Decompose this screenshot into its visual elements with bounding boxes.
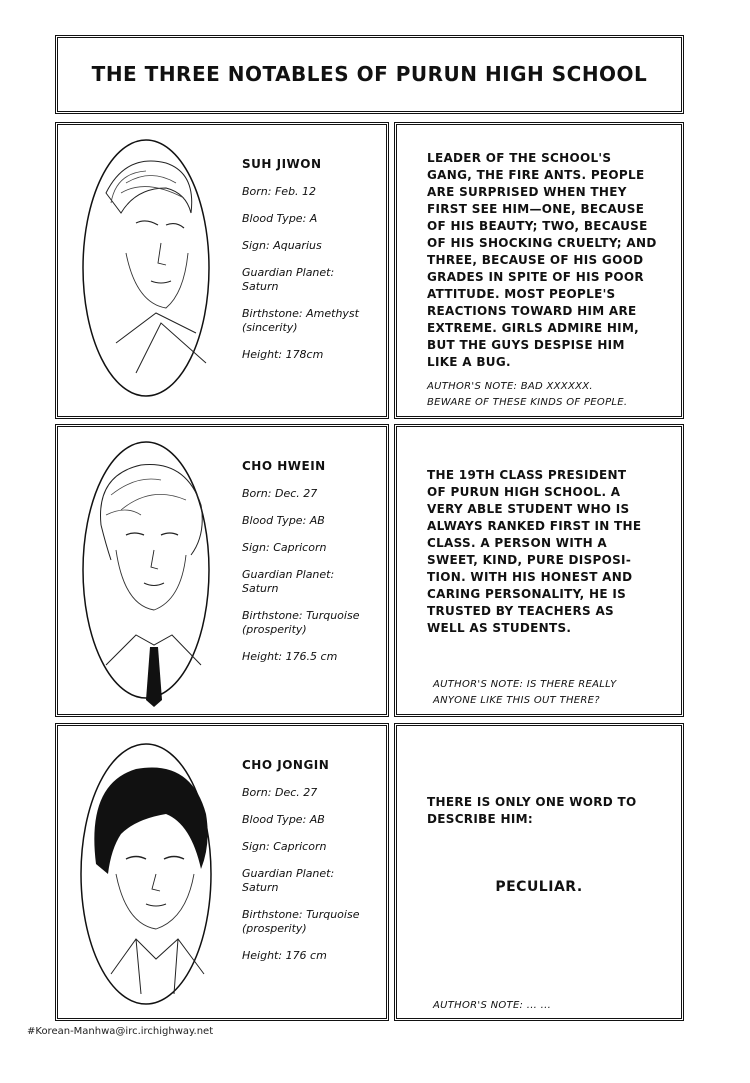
- title-box: [55, 35, 684, 114]
- profile-info: [242, 459, 387, 677]
- guardian-planet-label: Guardian Planet:: [242, 266, 335, 279]
- blood-type-field: Blood Type: AB: [242, 813, 325, 826]
- born-field: Born: Dec. 27: [242, 487, 318, 500]
- sign-field: Sign: Capricorn: [242, 541, 327, 554]
- character-name: CHO HWEIN: [242, 459, 326, 473]
- profile-card-cho-jongin: [55, 723, 389, 1021]
- birthstone-label: Birthstone: Amethyst: [242, 307, 359, 320]
- description-card-cho-hwein: [394, 424, 684, 717]
- guardian-planet-value: Saturn: [242, 881, 279, 894]
- born-field: Born: Feb. 12: [242, 185, 317, 198]
- born-field: Born: Dec. 27: [242, 786, 318, 799]
- authors-note: AUTHOR'S NOTE: BAD XXXXXX. BEWARE OF THESE KINDS OF PEOPLE.: [427, 381, 628, 408]
- portrait-cho-hwein: [66, 435, 236, 715]
- character-description: THE 19TH CLASS PRESIDENT OF PURUN HIGH SCHOOL. A VERY ABLE STUDENT WHO IS ALWAYS RANKED FIRST IN THE CLASS. A PERSON WITH A SWEET, KIND, PURE DISPOSI- TION. WITH HIS HONEST AND CARING PERSONALITY, HE IS TRUSTED BY TEACHERS AS WELL AS STUDENTS.: [427, 468, 642, 635]
- profile-card-suh-jiwon: [55, 122, 389, 419]
- guardian-planet-label: Guardian Planet:: [242, 568, 335, 581]
- character-name: SUH JIWON: [242, 157, 322, 171]
- birthstone-label: Birthstone: Turquoise: [242, 609, 360, 622]
- character-description: THERE IS ONLY ONE WORD TO DESCRIBE HIM:: [427, 795, 637, 826]
- sign-field: Sign: Capricorn: [242, 840, 327, 853]
- sign-field: Sign: Aquarius: [242, 239, 322, 252]
- guardian-planet-value: Saturn: [242, 582, 279, 595]
- character-description: LEADER OF THE SCHOOL'S GANG, THE FIRE ANTS. PEOPLE ARE SURPRISED WHEN THEY FIRST SEE HIM—ONE, BECAUSE OF HIS BEAUTY; TWO, BECAUSE OF HIS SHOCKING CRUELTY; AND THREE, BECAUSE OF HIS GOOD GRADES IN SPITE OF HIS POOR ATTITUDE. MOST PEOPLE'S REACTIONS TOWARD HIM ARE EXTREME. GIRLS ADMIRE HIM, BUT THE GUYS DESPISE HIM LIKE A BUG.: [427, 151, 657, 369]
- description-card-cho-jongin: [394, 723, 684, 1021]
- blood-type-field: Blood Type: A: [242, 212, 318, 225]
- guardian-planet-field: [242, 266, 387, 294]
- profile-info: [242, 758, 387, 976]
- footer-credit: #Korean-Manhwa@irc.irchighway.net: [27, 1026, 214, 1037]
- birthstone-meaning: (prosperity): [242, 623, 307, 636]
- guardian-planet-field: [242, 867, 387, 895]
- character-name: CHO JONGIN: [242, 758, 330, 772]
- authors-note: AUTHOR'S NOTE: IS THERE REALLY ANYONE LIKE THIS OUT THERE?: [433, 679, 617, 706]
- emphasis-word: PECULIAR.: [495, 879, 583, 895]
- birthstone-field: [242, 307, 387, 335]
- height-field: Height: 176.5 cm: [242, 650, 338, 663]
- authors-note: AUTHOR'S NOTE: ... ...: [433, 1000, 552, 1011]
- profile-info: [242, 157, 387, 375]
- guardian-planet-field: [242, 568, 387, 596]
- profile-card-cho-hwein: [55, 424, 389, 717]
- description-card-suh-jiwon: [394, 122, 684, 419]
- birthstone-meaning: (sincerity): [242, 321, 298, 334]
- guardian-planet-value: Saturn: [242, 280, 279, 293]
- blood-type-field: Blood Type: AB: [242, 514, 325, 527]
- birthstone-field: [242, 609, 387, 637]
- height-field: Height: 176 cm: [242, 949, 327, 962]
- birthstone-meaning: (prosperity): [242, 922, 307, 935]
- height-field: Height: 178cm: [242, 348, 324, 361]
- birthstone-field: [242, 908, 387, 936]
- page-title: THE THREE NOTABLES OF PURUN HIGH SCHOOL: [91, 62, 648, 86]
- portrait-cho-jongin: [66, 734, 236, 1019]
- birthstone-label: Birthstone: Turquoise: [242, 908, 360, 921]
- guardian-planet-label: Guardian Planet:: [242, 867, 335, 880]
- portrait-suh-jiwon: [66, 133, 236, 413]
